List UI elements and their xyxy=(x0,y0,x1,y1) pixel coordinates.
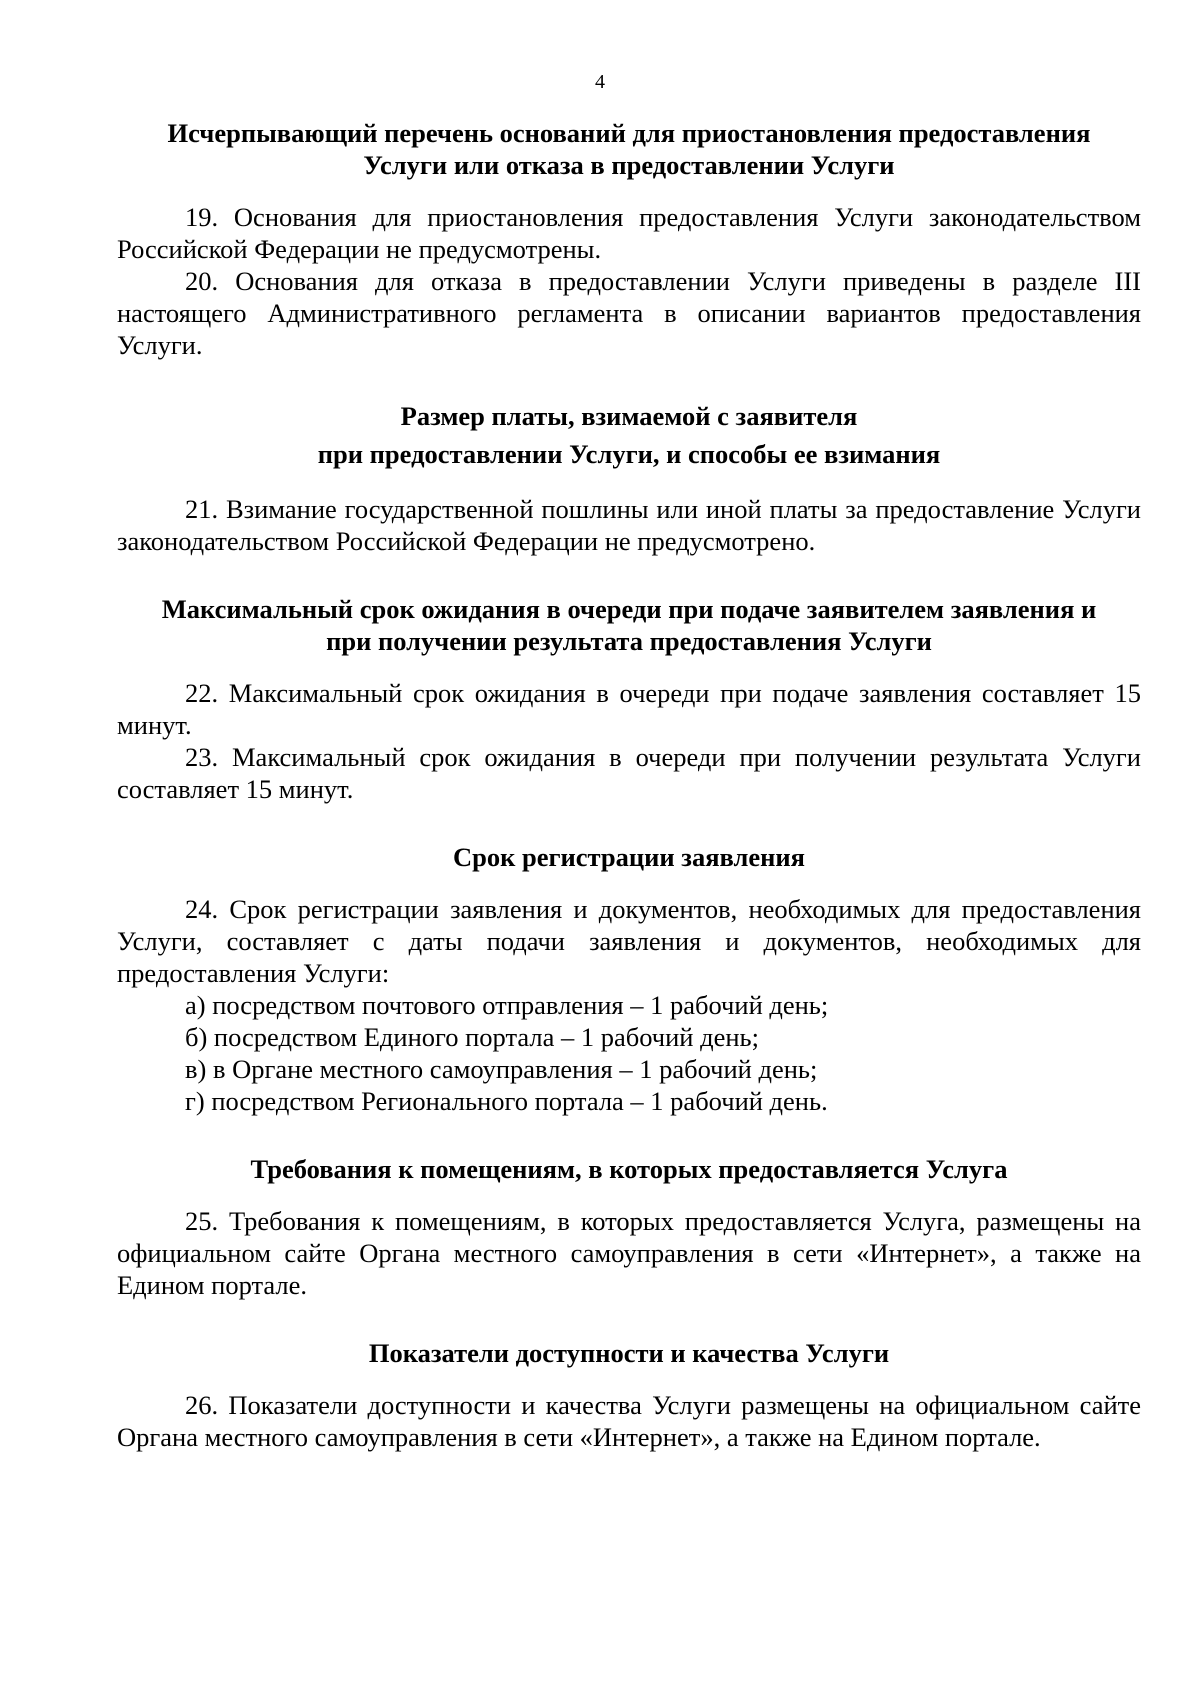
document-body xyxy=(117,117,1141,1453)
list-item: б) посредством Единого портала – 1 рабочий день; xyxy=(185,1022,759,1052)
section-suspension-grounds xyxy=(117,117,1141,361)
paragraph-23: 23. Максимальный срок ожидания в очереди при получении результата Услуги составляет 15 минут. xyxy=(117,742,1141,804)
heading-line: Услуги или отказа в предоставлении Услуги xyxy=(363,150,895,180)
section-heading xyxy=(117,397,1141,473)
heading-line: Максимальный срок ожидания в очереди при подаче заявителем заявления и xyxy=(161,594,1097,624)
paragraph-24: 24. Срок регистрации заявления и документов, необходимых для предоставления Услуги, составляет с даты подачи заявления и документов, необходимых для предоставления Услуги: xyxy=(117,894,1141,988)
section-queue-time xyxy=(117,593,1141,805)
heading-line: Исчерпывающий перечень оснований для приостановления предоставления xyxy=(167,118,1091,148)
list-item: а) посредством почтового отправления – 1 рабочий день; xyxy=(185,990,829,1020)
section-fee xyxy=(117,397,1141,557)
section-quality-indicators xyxy=(117,1337,1141,1453)
section-heading xyxy=(117,117,1141,181)
page-number: 4 xyxy=(595,71,605,93)
paragraph-19: 19. Основания для приостановления предоставления Услуги законодательством Российской Федерации не предусмотрены. xyxy=(117,202,1141,264)
heading-line: Размер платы, взимаемой с заявителя xyxy=(400,401,858,431)
paragraph-26: 26. Показатели доступности и качества Услуги размещены на официальном сайте Органа местного самоуправления в сети «Интернет», а также на Едином портале. xyxy=(117,1390,1141,1452)
heading-line: при предоставлении Услуги, и способы ее взимания xyxy=(317,439,941,469)
paragraph-20: 20. Основания для отказа в предоставлении Услуги приведены в разделе III настоящего Административного регламента в описании вариантов предоставления Услуги. xyxy=(117,266,1141,360)
section-heading: Показатели доступности и качества Услуги xyxy=(368,1338,890,1368)
section-heading xyxy=(117,593,1141,657)
section-registration-time xyxy=(117,841,1141,1117)
section-heading: Требования к помещениям, в которых предоставляется Услуга xyxy=(250,1154,1008,1184)
section-premises-requirements xyxy=(117,1153,1141,1301)
list-item: г) посредством Регионального портала – 1 рабочий день. xyxy=(185,1086,828,1116)
section-heading: Срок регистрации заявления xyxy=(452,842,806,872)
list-item: в) в Органе местного самоуправления – 1 рабочий день; xyxy=(185,1054,818,1084)
paragraph-25: 25. Требования к помещениям, в которых предоставляется Услуга, размещены на официальном сайте Органа местного самоуправления в сети «Интернет», а также на Едином портале. xyxy=(117,1206,1141,1300)
paragraph-22: 22. Максимальный срок ожидания в очереди при подаче заявления составляет 15 минут. xyxy=(117,678,1141,740)
heading-line: при получении результата предоставления Услуги xyxy=(326,626,932,656)
paragraph-21: 21. Взимание государственной пошлины или иной платы за предоставление Услуги законодательством Российской Федерации не предусмотрено. xyxy=(117,494,1141,556)
